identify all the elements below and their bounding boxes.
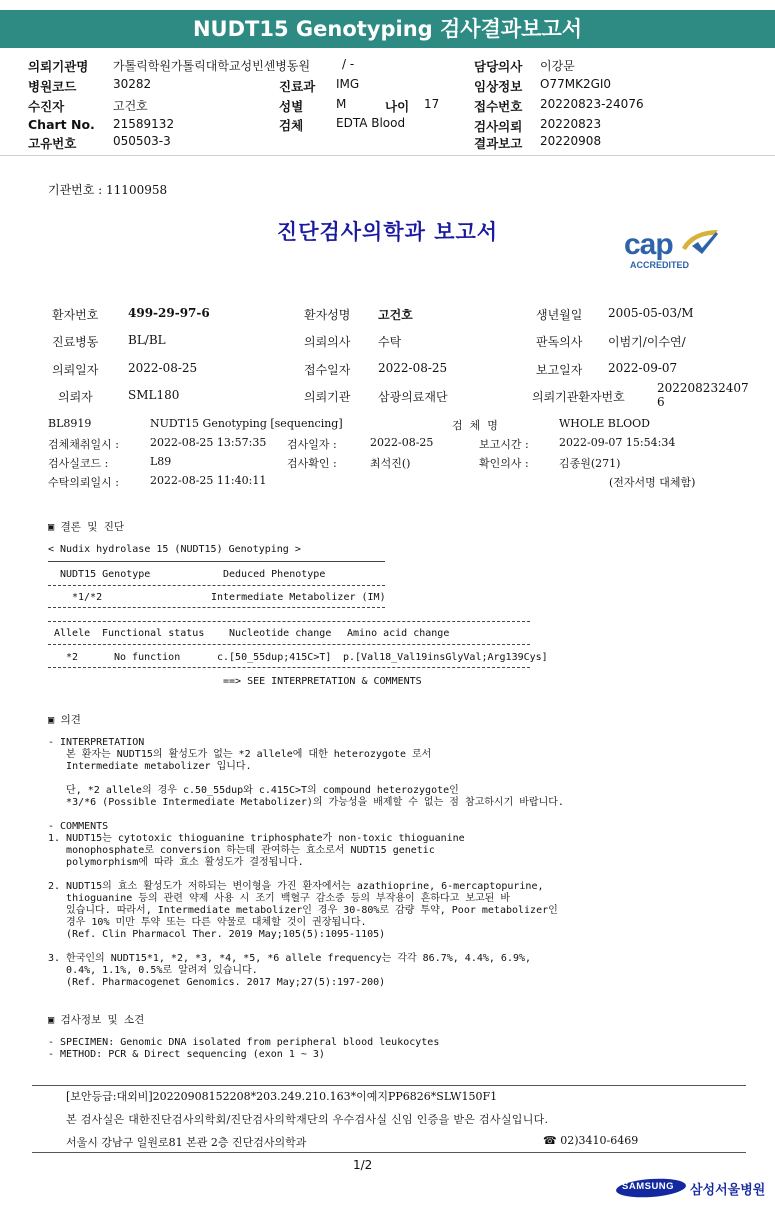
esign-note: (전자서명 대체함) xyxy=(609,476,696,489)
specimen: EDTA Blood xyxy=(336,116,406,130)
opinion-line: polymorphism에 따라 효소 활성도가 결정됩니다. xyxy=(48,857,304,868)
confirm: 최석진() xyxy=(370,457,411,470)
opinion-line: 2. NUDT15의 효소 활성도가 저하되는 변이형을 가진 환자에서는 azathioprine, 6-mercaptopurine, xyxy=(48,881,544,892)
col-amino-acid: Amino acid change xyxy=(347,628,450,639)
section-testinfo: ▣ 검사정보 및 소견 xyxy=(48,1014,145,1026)
age-label: 나이 xyxy=(385,99,410,114)
section-conclusion: ▣ 결론 및 진단 xyxy=(48,521,125,533)
page-number: 1/2 xyxy=(353,1158,373,1172)
col-allele: Allele xyxy=(54,628,91,639)
opinion-line: 본 환자는 NUDT15의 활성도가 없는 *2 allele에 대한 heterozygote 로서 xyxy=(48,749,432,760)
confirm-label: 검사확인 : xyxy=(287,457,337,470)
phone-number: ☎ 02)3410-6469 xyxy=(543,1134,639,1147)
sex: M xyxy=(336,97,347,111)
examinee: 고건호 xyxy=(113,99,148,113)
age: 17 xyxy=(424,97,440,111)
hospital-name: 삼성서울병원 xyxy=(690,1183,766,1198)
cert-statement: 본 검사실은 대한진단검사의학회/진단검사의학재단의 우수검사실 신임 인증을 받은 검사실입니다. xyxy=(66,1113,549,1126)
room-label: 검사실코드 : xyxy=(48,457,109,470)
cap-brand: cap xyxy=(624,228,673,261)
opinion-line xyxy=(48,773,748,785)
req-inst-label: 의뢰기관 xyxy=(304,390,351,404)
sex-label: 성별 xyxy=(279,99,304,114)
req-org: 가톨릭학원가톨릭대학교성빈센병동원 xyxy=(113,59,311,73)
section-opinion: ▣ 의견 xyxy=(48,714,81,726)
header-slash: / - xyxy=(342,57,355,71)
result-table-title: < Nudix hydrolase 15 (NUDT15) Genotyping > xyxy=(48,544,301,555)
report-title: 진단검사의학과 보고서 xyxy=(276,220,499,244)
hosp-code-label: 병원코드 xyxy=(28,79,77,94)
unique-no: 050503-3 xyxy=(113,134,171,148)
opinion-line: monophosphate로 conversion 하는데 관여하는 효소로서 NUDT15 genetic xyxy=(48,845,435,856)
req-doc: 수탁 xyxy=(378,335,402,349)
allele-value: *2 xyxy=(66,652,79,663)
opinion-line: 경우 10% 미만 투약 또는 다른 약물로 대체할 것이 권장됩니다. xyxy=(48,917,367,928)
func-value: No function xyxy=(114,652,181,663)
agency-number: 기관번호 : 11100958 xyxy=(48,183,168,197)
specimen-label: 검체 xyxy=(279,118,304,133)
inst-pid-line2: 6 xyxy=(657,395,665,409)
unique-label: 고유번호 xyxy=(28,136,77,151)
table1-bottom-rule xyxy=(48,607,385,608)
rcv-day-label: 접수일자 xyxy=(304,363,351,377)
opinion-line: - INTERPRETATION xyxy=(48,737,145,748)
doctor: 이강문 xyxy=(540,59,575,73)
req-inst: 삼광의료재단 xyxy=(378,390,448,404)
exam-day-label: 검사일자 : xyxy=(287,438,337,451)
collect-time: 2022-08-25 13:57:35 xyxy=(150,436,267,449)
clinical: O77MK2GI0 xyxy=(540,77,612,91)
opinion-line: thioguanine 등의 관련 약제 사용 시 조기 백혈구 감소증 등의 부작용이 흔하다고 보고된 바 xyxy=(48,893,511,904)
read-doc-label: 판독의사 xyxy=(536,335,583,349)
inst-pid-label: 의뢰기관환자번호 xyxy=(532,390,625,404)
ward: BL/BL xyxy=(128,333,166,347)
pid: 499-29-97-6 xyxy=(128,306,210,320)
chart-label: Chart No. xyxy=(28,117,95,132)
opinion-line xyxy=(48,941,748,953)
testinfo-text xyxy=(48,1037,748,1061)
cap-accredited: ACCREDITED xyxy=(630,260,690,270)
opinion-text xyxy=(48,737,748,989)
amino-acid-value: p.[Val18_Val19insGlyVal;Arg139Cys] xyxy=(343,652,548,663)
req-day: 2022-08-25 xyxy=(128,361,198,375)
opinion-line xyxy=(48,869,748,881)
req-day-label: 의뢰일자 xyxy=(52,363,99,377)
receipt-no: 20220823-24076 xyxy=(540,97,644,111)
table2-bottom-rule xyxy=(48,667,530,668)
consign-label: 수탁의뢰일시 : xyxy=(48,476,119,489)
rpt-day: 2022-09-07 xyxy=(608,361,678,375)
col-func: Functional status xyxy=(102,628,205,639)
col-nucleotide: Nucleotide change xyxy=(229,628,332,639)
test-specimen-label: 검 체 명 xyxy=(452,419,498,432)
test-code: BL8919 xyxy=(48,417,92,430)
read-doc: 이범기/이수연/ xyxy=(608,335,686,349)
req-doc-label: 의뢰의사 xyxy=(304,335,351,349)
dob-label: 생년월일 xyxy=(536,308,583,322)
opinion-line xyxy=(48,809,748,821)
testinfo-line: - SPECIMEN: Genomic DNA isolated from peripheral blood leukocytes xyxy=(48,1037,440,1048)
see-interpretation: ==> SEE INTERPRETATION & COMMENTS xyxy=(223,676,422,687)
security-line: [보안등급:대외비]20220908152208*203.249.210.163*이예지PP6826*SLW150F1 xyxy=(66,1090,498,1103)
requester-label: 의뢰자 xyxy=(58,390,93,404)
table1-top-rule xyxy=(48,561,385,562)
opinion-line: 있습니다. 따라서, Intermediate metabolizer인 경우 30-80%로 감량 투약, Poor metabolizer인 xyxy=(48,905,558,916)
col-genotype: NUDT15 Genotype xyxy=(60,569,151,580)
report-time-label: 보고시간 : xyxy=(479,438,529,451)
report-banner-title: NUDT15 Genotyping 검사결과보고서 xyxy=(0,10,775,48)
name-label: 환자성명 xyxy=(304,308,351,322)
cap-logo xyxy=(622,226,722,272)
ward-label: 진료병동 xyxy=(52,335,99,349)
examinee-label: 수진자 xyxy=(28,99,65,114)
col-phenotype: Deduced Phenotype xyxy=(223,569,326,580)
test-name: NUDT15 Genotyping [sequencing] xyxy=(150,417,343,430)
header-divider xyxy=(0,155,775,156)
opinion-line: *3/*6 (Possible Intermediate Metabolizer)의 가능성을 배제할 수 없는 점 참고하시기 바랍니다. xyxy=(48,797,564,808)
doctor-label: 담당의사 xyxy=(474,59,523,74)
footer-divider xyxy=(32,1085,746,1086)
samsung-brand: SAMSUNG xyxy=(622,1181,675,1192)
opinion-line: 1. NUDT15는 cytotoxic thioguanine triphosphate가 non-toxic thioguanine xyxy=(48,833,465,844)
inst-pid-line1: 202208232407 xyxy=(657,381,749,395)
req-date: 20220823 xyxy=(540,117,602,131)
opinion-line: 단, *2 allele의 경우 c.50_55dup와 c.415C>T의 compound heterozygote인 xyxy=(48,785,459,796)
test-specimen: WHOLE BLOOD xyxy=(559,417,650,430)
testinfo-line: - METHOD: PCR & Direct sequencing (exon 1 ~ 3) xyxy=(48,1049,325,1060)
opinion-line: (Ref. Clin Pharmacol Ther. 2019 May;105(5):1095-1105) xyxy=(48,929,386,940)
chart-no: 21589132 xyxy=(113,117,175,131)
opinion-line: Intermediate metabolizer 입니다. xyxy=(48,761,252,772)
rpt-day-label: 보고일자 xyxy=(536,363,583,377)
room-code: L89 xyxy=(150,455,172,468)
receipt-no-label: 접수번호 xyxy=(474,99,523,114)
opinion-line: (Ref. Pharmacogenet Genomics. 2017 May;27(5):197-200) xyxy=(48,977,386,988)
requester: SML180 xyxy=(128,388,180,402)
rcv-day: 2022-08-25 xyxy=(378,361,448,375)
phenotype-value: Intermediate Metabolizer (IM) xyxy=(211,592,386,603)
samsung-logo xyxy=(615,1177,765,1199)
table1-mid-rule xyxy=(48,585,385,586)
pid-label: 환자번호 xyxy=(52,308,99,322)
clinical-label: 임상정보 xyxy=(474,79,523,94)
report-time: 2022-09-07 15:54:34 xyxy=(559,436,676,449)
report-date-label: 결과보고 xyxy=(474,136,523,151)
req-date-label: 검사의뢰 xyxy=(474,119,523,134)
collect-label: 검체채취일시 : xyxy=(48,438,119,451)
dob: 2005-05-03/M xyxy=(608,306,694,320)
consign-time: 2022-08-25 11:40:11 xyxy=(150,474,267,487)
hosp-code: 30282 xyxy=(113,77,152,91)
genotype-value: *1/*2 xyxy=(72,592,103,603)
dept-label: 진료과 xyxy=(279,79,316,94)
report-date: 20220908 xyxy=(540,134,602,148)
dept: IMG xyxy=(336,77,360,91)
table2-mid-rule xyxy=(48,644,530,645)
table2-top-rule xyxy=(48,621,530,622)
opinion-line: 3. 한국인의 NUDT15*1, *2, *3, *4, *5, *6 allele frequency는 각각 86.7%, 4.4%, 6.9%, xyxy=(48,953,532,964)
req-org-label: 의뢰기관명 xyxy=(28,59,89,74)
opinion-line: 0.4%, 1.1%, 0.5%로 알려져 있습니다. xyxy=(48,965,258,976)
opinion-line: - COMMENTS xyxy=(48,821,109,832)
footer-bottom-divider xyxy=(32,1152,746,1153)
nucleotide-value: c.[50_55dup;415C>T] xyxy=(217,652,332,663)
confirm-doc-label: 확인의사 : xyxy=(479,457,529,470)
address: 서울시 강남구 일원로81 본관 2층 진단검사의학과 xyxy=(66,1136,307,1149)
exam-day: 2022-08-25 xyxy=(370,436,434,449)
confirm-doc: 김종원(271) xyxy=(559,457,621,470)
patient-name: 고건호 xyxy=(378,308,413,322)
